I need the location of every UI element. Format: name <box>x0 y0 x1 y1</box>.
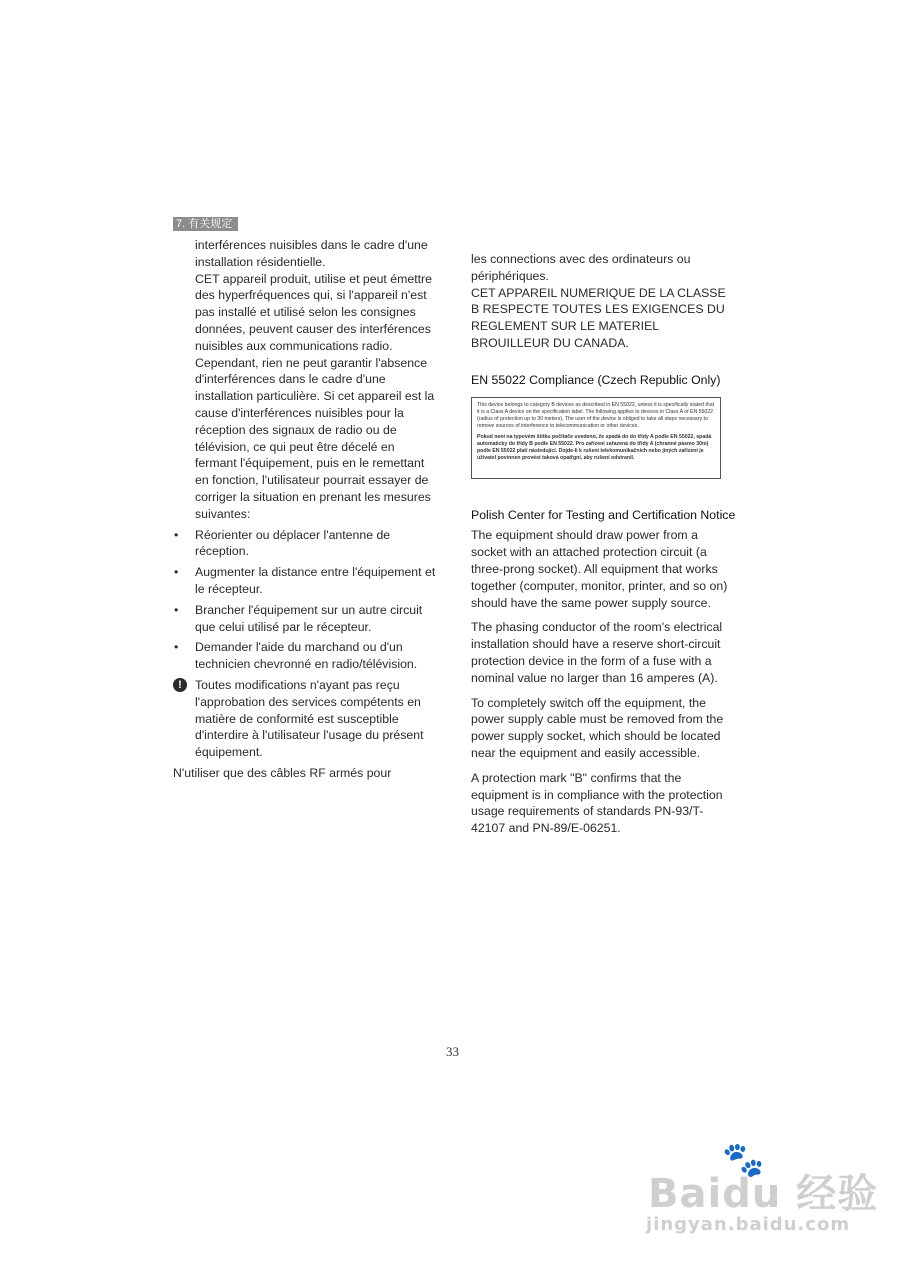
en55022-notice-box <box>471 397 721 479</box>
bullet-icon: • <box>174 565 179 580</box>
warning-note-text: Toutes modifications n'ayant pas reçu l'approbation des services compétents en matière de conformité est susceptible d'interdire à l'utilisateur l'usage du présent équipement. <box>195 677 424 760</box>
warning-note <box>173 677 438 761</box>
polish-paragraph: The equipment should draw power from a socket with an attached protection circuit (a three-prong socket). All equipment that works together (computer, monitor, printer, and so on) should have the same power supply source. <box>471 528 728 610</box>
continuation-paragraph: les connections avec des ordinateurs ou périphériques. <box>471 252 691 283</box>
left-column <box>173 237 438 782</box>
bullet-icon: • <box>174 602 179 617</box>
watermark-url: jingyan.baidu.com <box>646 1214 851 1235</box>
interference-paragraph: Cependant, rien ne peut garantir l'absence d'interférences dans le cadre d'une installation particulière. Si cet appareil est la cause d'interférences nuisibles pour la réception des signaux de radio ou de télévision, ce qui peut être décelé en fermant l'équipement, puis en le remettant en fonction, l'utilisateur pourrait essayer de corriger la situation en prenant les mesures suivantes: <box>195 355 435 521</box>
rf-cable-paragraph: N'utiliser que des câbles RF armés pour <box>173 765 392 780</box>
emission-paragraph: CET appareil produit, utilise et peut émettre des hyperfréquences qui, si l'appareil n'est pas installé et utilisé selon les consignes données, peuvent causer des interférences nuisibles aux communications radio. <box>195 271 432 353</box>
paw-icon: 🐾 <box>722 1140 765 1180</box>
page-number: 33 <box>446 1044 459 1059</box>
list-item: • Demander l'aide du marchand ou d'un technicien chevronné en radio/télévision. <box>174 640 418 672</box>
en55022-heading: EN 55022 Compliance (Czech Republic Only) <box>471 372 721 387</box>
polish-center-heading: Polish Center for Testing and Certification Notice <box>471 507 736 522</box>
polish-paragraph: To completely switch off the equipment, the power supply cable must be removed from the power supply socket, which should be located near the equipment and easily accessible. <box>471 695 724 760</box>
exclamation-icon: ! <box>173 678 187 692</box>
list-item: • Réorienter ou déplacer l'antenne de réception. <box>174 527 391 559</box>
bullet-icon: • <box>174 527 179 542</box>
polish-paragraph: A protection mark "B" confirms that the equipment is in compliance with the protection usage requirements of standards PN-93/T-42107 and PN-89/E-06251. <box>471 770 723 836</box>
canada-statement: CET APPAREIL NUMERIQUE DE LA CLASSE B RESPECTE TOUTES LES EXIGENCES DU REGLEMENT SUR LE MATERIEL BROUILLEUR DU CANADA. <box>471 285 726 350</box>
en55022-english-text: This device belongs to category B devices as described in EN 55022, unless it is specifically stated that it is a Class A device on the specification label. The following applies to devices in Class A of EN 55022 (radius of protection up to 30 meters). The user of the device is obliged to take all steps necessary to remove sources of interference to telecommunication or other devices. <box>477 401 715 429</box>
intro-paragraph: interférences nuisibles dans le cadre d'une installation résidentielle. <box>195 238 428 269</box>
list-item: • Augmenter la distance entre l'équipement et le récepteur. <box>174 565 436 596</box>
polish-paragraph: The phasing conductor of the room's electrical installation should have a reserve short-circuit protection device in the form of a fuse with a nominal value no larger than 16 amperes (A). <box>471 620 723 685</box>
bullet-icon: • <box>174 640 179 655</box>
right-column <box>471 251 736 837</box>
watermark-logo: Baidu 经验 <box>648 1171 879 1217</box>
list-item: • Brancher l'équipement sur un autre circuit que celui utilisé par le récepteur. <box>174 602 423 634</box>
section-tag: 7. 有关规定 <box>173 217 238 231</box>
baidu-watermark <box>640 1140 890 1250</box>
measures-list <box>173 527 438 673</box>
en55022-czech-text: Pokud není na typovém štítku počítače uvedeno, že spadá do do třídy A podle EN 55022, spadá automaticky do třídy B podle EN 55022. Pro zařízení zařazená do třídy A (chranné pásmo 30m) podle EN 55022 platí následující. Dojde-li k rušení telekomunikačních nebo jiných zařízení je uživatel povinnen provést taková opatřgní, aby rušení odstranil. <box>477 433 712 461</box>
